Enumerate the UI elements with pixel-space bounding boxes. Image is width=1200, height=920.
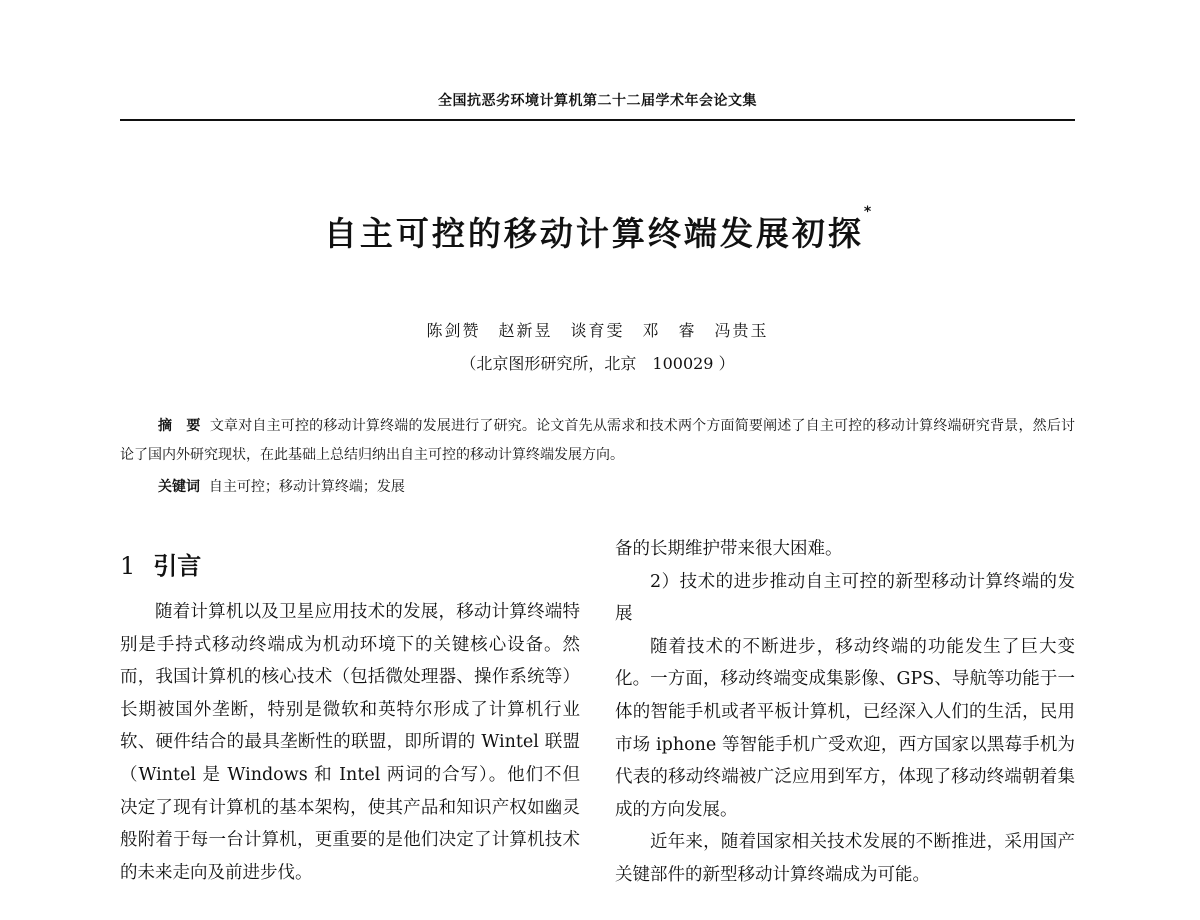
body-paragraph-recent: 近年来，随着国家相关技术发展的不断推进，采用国产关键部件的新型移动计算终端成为可能。 — [615, 832, 1075, 885]
paper-title-text: 自主可控的移动计算终端发展初探 — [323, 214, 864, 253]
abstract-text: 文章对自主可控的移动计算终端的发展进行了研究。论文首先从需求和技术两个方面简要阐述了自主可控的移动计算终端研究背景，然后讨论了国内外研究现状，在此基础上总结归纳出自主可控的移动计算终端发展方向。 — [120, 418, 1076, 463]
abstract — [120, 412, 1075, 470]
keywords-label: 关键词 — [158, 479, 200, 495]
left-column — [120, 548, 580, 889]
author-list: 陈剑赞 赵新昱 谈育雯 邓 睿 冯贵玉 — [426, 321, 769, 340]
keywords-text: 自主可控；移动计算终端；发展 — [208, 479, 405, 495]
right-column — [615, 533, 1075, 892]
running-header: 全国抗恶劣环境计算机第二十二届学术年会论文集 — [438, 93, 757, 109]
header-rule — [120, 119, 1075, 121]
abstract-body — [120, 412, 1075, 470]
paper-title — [120, 204, 1075, 255]
subheading-paragraph: 2）技术的进步推动自主可控的新型移动计算终端的发展 — [615, 571, 1075, 625]
title-footnote-mark: * — [863, 204, 872, 220]
section-number: 1 — [120, 552, 136, 580]
continued-paragraph: 备的长期维护带来很大困难。 — [615, 539, 843, 559]
body-paragraph-technology: 随着技术的不断进步，移动终端的功能发生了巨大变化。一方面，移动终端变成集影像、GPS、导航等功能于一体的智能手机或者平板计算机，已经深入人们的生活，民用市场 iphone 等智能手机广受欢迎，西方国家以黑莓手机为代表的移动终端被广泛应用到军方，体现了移动终端朝着集成的方向发展。 — [615, 636, 1075, 820]
abstract-label: 摘 要 — [158, 418, 201, 434]
section-heading — [120, 548, 580, 596]
section-title: 引言 — [153, 552, 202, 580]
keywords — [158, 473, 1075, 502]
affiliation: （北京图形研究所，北京 100029 ） — [460, 354, 735, 373]
intro-paragraph: 随着计算机以及卫星应用技术的发展，移动计算终端特别是手持式移动终端成为机动环境下的关键核心设备。然而，我国计算机的核心技术（包括微处理器、操作系统等）长期被国外垄断，特别是微软和英特尔形成了计算机行业软、硬件结合的最具垄断性的联盟，即所谓的 Wintel 联盟（Wintel 是 Windows 和 Intel 两词的合写）。他们不但决定了现有计算机的基本架构，使其产品和知识产权如幽灵般附着于每一台计算机，更重要的是他们决定了计算机技术的未来走向及前进步伐。 — [120, 602, 580, 883]
